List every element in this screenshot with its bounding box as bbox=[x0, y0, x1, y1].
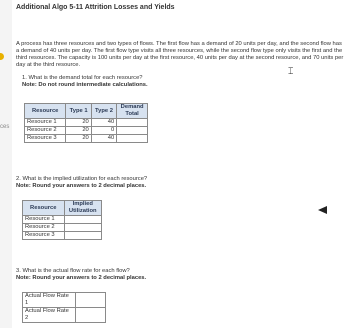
table-row bbox=[23, 293, 106, 308]
flow-rate-table bbox=[22, 292, 106, 323]
problem-statement: A process has three resources and two types of flows. The first flow has a demand of 20 units per day, and the second flow has a demand of 40 units per day. The first flow type visits all three resources, while the second flow type only visits the first and the third resources. The capacity is 100 units per day at the first resource, 40 units per day at the second resource, and 70 units per day at the third resource. bbox=[16, 41, 344, 68]
flow-rate-input[interactable] bbox=[75, 308, 105, 323]
question-1-prompt: 1. What is the demand total for each resource? bbox=[22, 75, 143, 81]
row-label: Resource 3 bbox=[25, 135, 66, 143]
question-2-prompt: 2. What is the implied utilization for each resource? bbox=[16, 176, 148, 182]
question-1 bbox=[22, 75, 148, 89]
type1-value: 20 bbox=[66, 127, 91, 135]
row-label: Actual Flow Rate 1 bbox=[23, 293, 76, 308]
utilization-input[interactable] bbox=[64, 216, 101, 224]
type1-value: 20 bbox=[66, 119, 91, 127]
demand-total-input[interactable] bbox=[117, 127, 148, 135]
table-row bbox=[25, 127, 148, 135]
table-row bbox=[23, 224, 102, 232]
type2-value: 40 bbox=[91, 119, 116, 127]
question-3-prompt: 3. What is the actual flow rate for each flow? bbox=[16, 268, 130, 274]
utilization-table bbox=[22, 200, 102, 240]
utilization-input[interactable] bbox=[64, 224, 101, 232]
question-1-note: Note: Do not round intermediate calculations. bbox=[22, 82, 148, 88]
question-3 bbox=[16, 268, 146, 282]
status-dot-icon bbox=[0, 53, 4, 60]
row-label: Resource 2 bbox=[23, 224, 65, 232]
table-row bbox=[23, 232, 102, 240]
col-header-resource: Resource bbox=[23, 201, 65, 216]
type2-value: 0 bbox=[91, 127, 116, 135]
left-panel-edge bbox=[0, 0, 12, 328]
col-header-type2: Type 2 bbox=[91, 104, 116, 119]
text-cursor-icon: ⌶ bbox=[288, 66, 294, 76]
edge-label: ces bbox=[0, 124, 10, 130]
demand-total-input[interactable] bbox=[117, 119, 148, 127]
table-row bbox=[25, 135, 148, 143]
col-header-implied-utilization: Implied Utilization bbox=[64, 201, 101, 216]
demand-total-input[interactable] bbox=[117, 135, 148, 143]
col-header-resource: Resource bbox=[25, 104, 66, 119]
mouse-pointer-icon bbox=[318, 206, 327, 214]
type1-value: 20 bbox=[66, 135, 91, 143]
table-row bbox=[25, 119, 148, 127]
row-label: Resource 1 bbox=[23, 216, 65, 224]
type2-value: 40 bbox=[91, 135, 116, 143]
col-header-type1: Type 1 bbox=[66, 104, 91, 119]
col-header-demand-total: Demand Total bbox=[117, 104, 148, 119]
utilization-input[interactable] bbox=[64, 232, 101, 240]
question-3-note: Note: Round your answers to 2 decimal places. bbox=[16, 275, 147, 281]
question-2-note: Note: Round your answers to 2 decimal places. bbox=[16, 183, 147, 189]
table-row bbox=[23, 308, 106, 323]
row-label: Actual Flow Rate 2 bbox=[23, 308, 76, 323]
table-row bbox=[23, 216, 102, 224]
page-title: Additional Algo 5-11 Attrition Losses and Yields bbox=[16, 4, 175, 11]
row-label: Resource 1 bbox=[25, 119, 66, 127]
row-label: Resource 3 bbox=[23, 232, 65, 240]
row-label: Resource 2 bbox=[25, 127, 66, 135]
question-2 bbox=[16, 176, 147, 190]
demand-table bbox=[24, 103, 148, 143]
flow-rate-input[interactable] bbox=[75, 293, 105, 308]
